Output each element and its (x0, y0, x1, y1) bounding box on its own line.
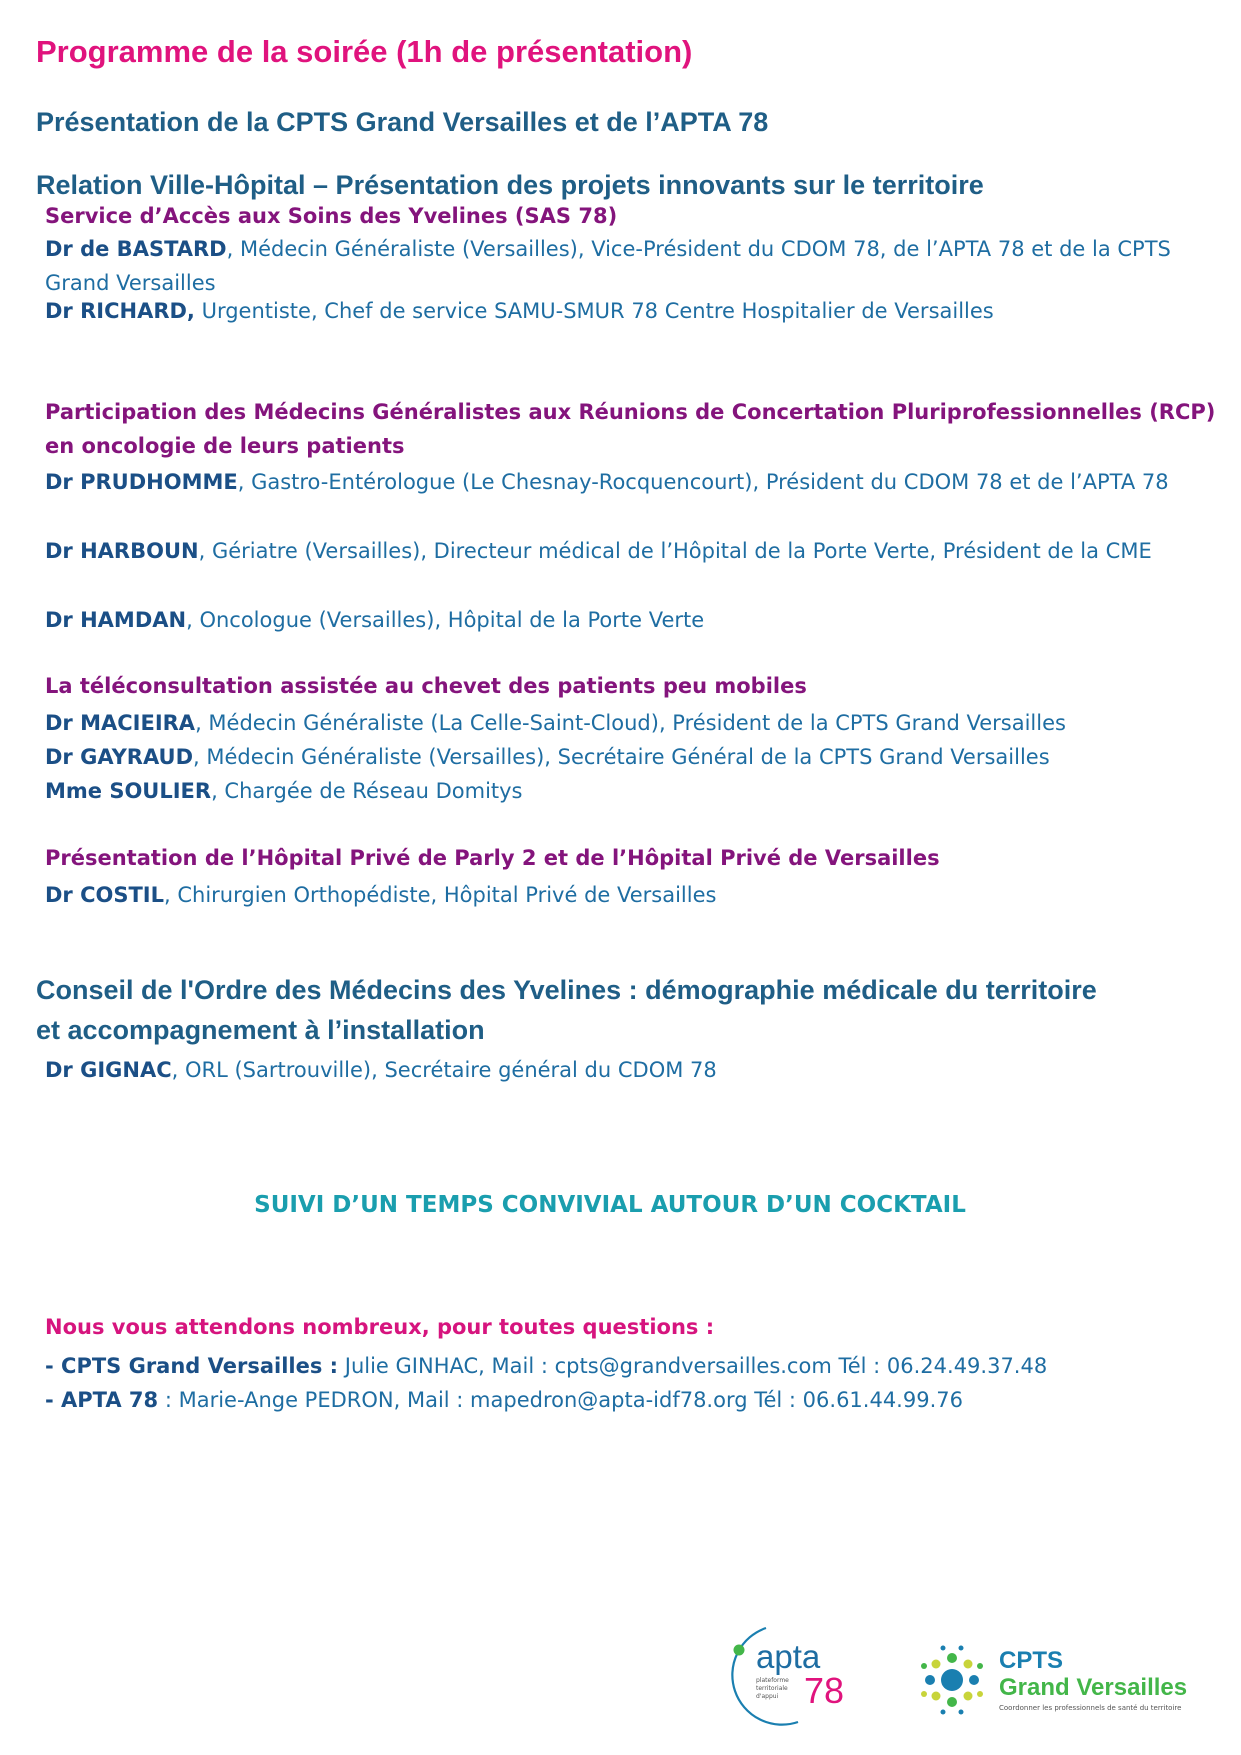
cocktail-announcement: SUIVI D’UN TEMPS CONVIVIAL AUTOUR D’UN COCKTAIL (254, 1192, 966, 1218)
page-title: Programme de la soirée (1h de présentation) (36, 34, 693, 69)
cpts-grand-versailles-logo (915, 1640, 1215, 1720)
topic-rcp-title-line1: Participation des Médecins Généralistes aux Réunions de Concertation Pluriprofessionnelles (RCP) (45, 400, 1216, 424)
apta-tagline-1: plateforme (756, 1677, 789, 1684)
topic-rcp-title-line2: en oncologie de leurs patients (45, 434, 405, 458)
speaker-desc: , Gériatre (Versailles), Directeur médical de l’Hôpital de la Porte Verte, Président de la CME (198, 539, 1152, 563)
speaker-desc: Urgentiste, Chef de service SAMU-SMUR 78 Centre Hospitalier de Versailles (194, 299, 994, 323)
speaker-name: Dr MACIEIRA (45, 711, 196, 735)
speaker-desc: , Médecin Généraliste (La Celle-Saint-Cloud), Président de la CPTS Grand Versailles (195, 711, 1066, 735)
speaker-name: Dr GIGNAC (45, 1058, 172, 1082)
apta78-logo (726, 1620, 856, 1730)
speaker-item (45, 534, 1180, 568)
apta-tagline-3: d'appui (756, 1693, 779, 1700)
speaker-item (45, 603, 1180, 637)
speaker-desc: , Chargée de Réseau Domitys (211, 779, 523, 803)
topic-hopital-prive-title: Présentation de l’Hôpital Privé de Parly 2 et de l’Hôpital Privé de Versailles (45, 846, 940, 870)
speaker-item (45, 294, 1180, 328)
speaker-desc: , Gastro-Entérologue (Le Chesnay-Rocquencourt), Président du CDOM 78 et de l’APTA 78 (237, 470, 1169, 494)
speaker-desc: , Oncologue (Versailles), Hôpital de la Porte Verte (186, 608, 705, 632)
speaker-desc: , ORL (Sartrouville), Secrétaire général du CDOM 78 (171, 1058, 717, 1082)
contact-line-cpts (45, 1354, 1047, 1378)
speaker-name: Mme SOULIER (45, 779, 212, 803)
section-ville-hopital: Relation Ville-Hôpital – Présentation des projets innovants sur le territoire (36, 170, 984, 200)
section-cpts-apta: Présentation de la CPTS Grand Versailles et de l’APTA 78 (36, 107, 769, 137)
apta-word: apta (756, 1638, 821, 1675)
speaker-item (45, 774, 1180, 808)
speaker-item (45, 706, 1180, 740)
section-ordre-medecins-line2: et accompagnement à l’installation (36, 1015, 485, 1045)
speaker-name: Dr GAYRAUD (45, 745, 194, 769)
cpts-word: CPTS (999, 1647, 1064, 1674)
contact-intro: Nous vous attendons nombreux, pour toutes questions : (45, 1315, 715, 1339)
speaker-item (45, 1053, 1180, 1087)
apta-tagline-2: territoriale (756, 1685, 788, 1692)
contact-details: : Marie-Ange PEDRON, Mail : mapedron@apta-idf78.org Tél : 06.61.44.99.76 (158, 1388, 963, 1412)
speaker-item (45, 232, 1180, 300)
speaker-name: Dr de BASTARD (45, 237, 227, 261)
topic-sas78-title: Service d’Accès aux Soins des Yvelines (SAS 78) (45, 204, 618, 228)
speaker-name: Dr HARBOUN (45, 539, 199, 563)
speaker-item (45, 465, 1180, 499)
cpts-tagline: Coordonner les professionnels de santé du territoire (999, 1704, 1182, 1712)
contact-details: Julie GINHAC, Mail : cpts@grandversailles.com Tél : 06.24.49.37.48 (338, 1354, 1048, 1378)
section-ordre-medecins-line1: Conseil de l'Ordre des Médecins des Yvelines : démographie médicale du territoire (36, 975, 1097, 1005)
topic-teleconsultation-title: La téléconsultation assistée au chevet des patients peu mobiles (45, 674, 807, 698)
contact-line-apta (45, 1388, 963, 1412)
cpts-grand-versailles-word: Grand Versailles (999, 1674, 1188, 1701)
apta-number: 78 (804, 1670, 845, 1711)
speaker-desc: , Chirurgien Orthopédiste, Hôpital Privé de Versailles (164, 883, 717, 907)
speaker-desc: , Médecin Généraliste (Versailles), Vice-Président du CDOM 78, de l’APTA 78 et de la CPTS Grand Versailles (45, 237, 1171, 295)
contact-org: - APTA 78 (45, 1388, 159, 1412)
cpts-emblem-icon (921, 1646, 983, 1715)
speaker-name: Dr RICHARD, (45, 299, 195, 323)
contact-org: - CPTS Grand Versailles : (45, 1354, 339, 1378)
speaker-desc: , Médecin Généraliste (Versailles), Secrétaire Général de la CPTS Grand Versailles (193, 745, 1050, 769)
speaker-name: Dr COSTIL (45, 883, 165, 907)
speaker-item (45, 878, 1180, 912)
speaker-name: Dr HAMDAN (45, 608, 187, 632)
speaker-item (45, 740, 1180, 774)
speaker-name: Dr PRUDHOMME (45, 470, 238, 494)
